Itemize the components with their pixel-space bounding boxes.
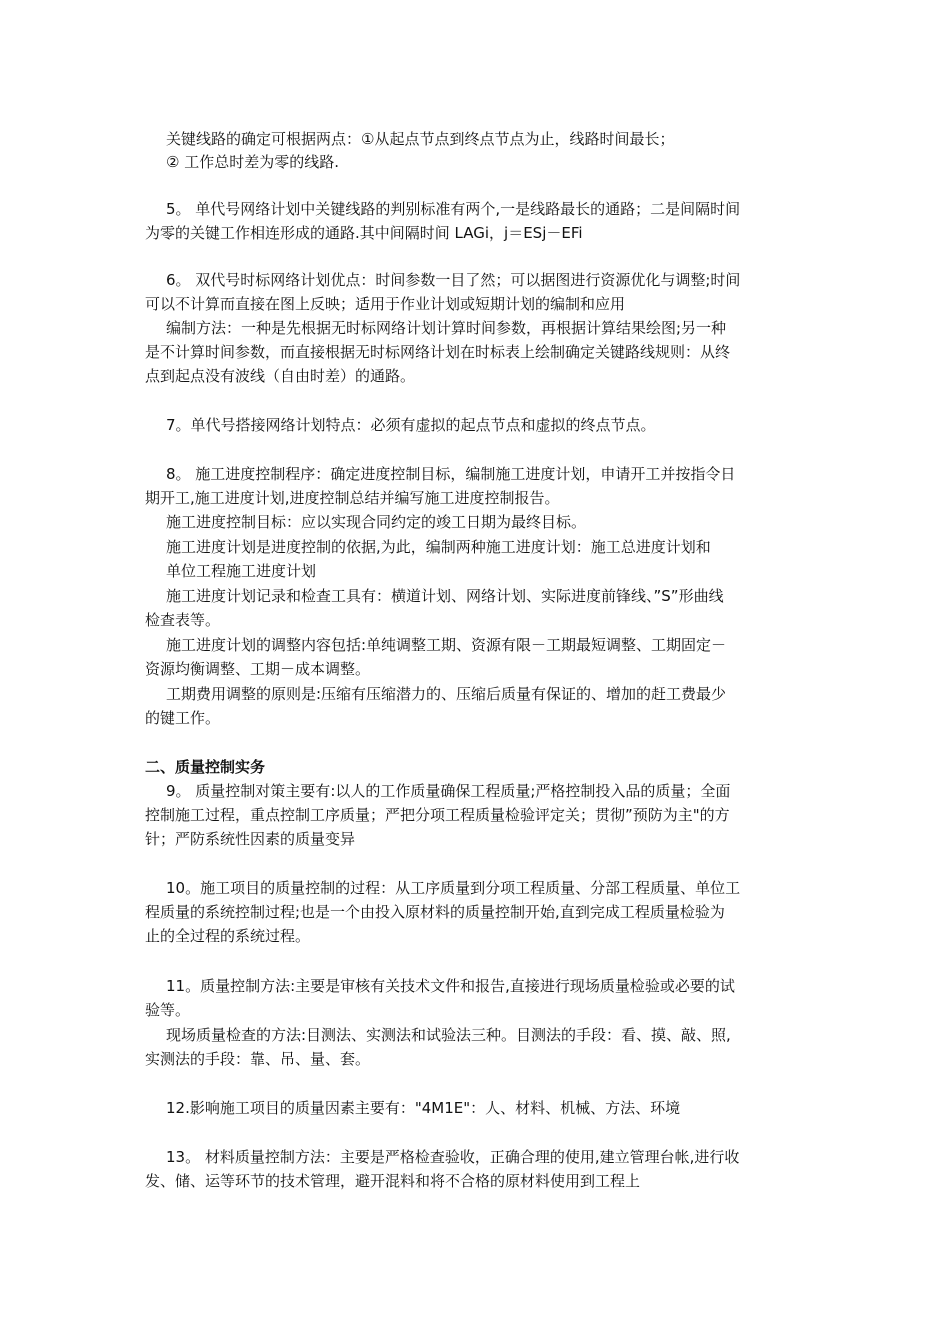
- text-line: 施工进度计划的调整内容包括:单纯调整工期、资源有限－工期最短调整、工期固定－: [166, 636, 727, 654]
- text-line: 可以不计算而直接在图上反映；适用于作业计划或短期计划的编制和应用: [145, 295, 626, 313]
- text-line: 控制施工过程，重点控制工序质量；严把分项工程质量检验评定关；贯彻”预防为主"的方: [145, 806, 730, 824]
- text-line: 10。施工项目的质量控制的过程：从工序质量到分项工程质量、分部工程质量、单位工: [166, 879, 741, 897]
- text-line: 资源均衡调整、工期－成本调整。: [145, 660, 371, 678]
- text-line: 施工进度控制目标：应以实现合同约定的竣工日期为最终目标。: [166, 513, 587, 531]
- text-line: 7。单代号搭接网络计划特点：必须有虚拟的起点节点和虚拟的终点节点。: [166, 416, 656, 434]
- text-line: 期开工,施工进度计划,进度控制总结并编写施工进度控制报告。: [145, 489, 560, 507]
- text-line: 验等。: [145, 1001, 191, 1019]
- text-line: 施工进度计划记录和检查工具有：横道计划、网络计划、实际进度前锋线、”S”形曲线: [166, 587, 724, 605]
- text-line: 8。 施工进度控制程序：确定进度控制目标，编制施工进度计划，申请开工并按指令日: [166, 465, 736, 483]
- text-line: 关键线路的确定可根据两点：①从起点节点到终点节点为止，线路时间最长；: [166, 130, 675, 148]
- text-line: 5。 单代号网络计划中关键线路的判别标准有两个,一是线路最长的通路；二是间隔时间: [166, 200, 741, 218]
- text-line: 单位工程施工进度计划: [166, 562, 317, 580]
- text-line: 的键工作。: [145, 709, 221, 727]
- section-heading: 二、质量控制实务: [145, 758, 266, 776]
- text-line: 是不计算时间参数，而直接根据无时标网络计划在时标表上绘制确定关键路线规则：从终: [145, 343, 731, 361]
- text-line: 针；严防系统性因素的质量变异: [145, 830, 356, 848]
- text-line: ② 工作总时差为零的线路.: [166, 153, 339, 171]
- text-line: 12.影响施工项目的质量因素主要有："4M1E"：人、材料、机械、方法、环境: [166, 1099, 681, 1117]
- text-line: 施工进度计划是进度控制的依据,为此，编制两种施工进度计划：施工总进度计划和: [166, 538, 711, 556]
- text-line: 现场质量检查的方法:目测法、实测法和试验法三种。目测法的手段：看、摸、敲、照,: [166, 1026, 731, 1044]
- text-line: 9。 质量控制对策主要有:以人的工作质量确保工程质量;严格控制投入品的质量；全面: [166, 782, 731, 800]
- text-line: 检查表等。: [145, 611, 221, 629]
- text-line: 6。 双代号时标网络计划优点：时间参数一目了然；可以据图进行资源优化与调整;时间: [166, 271, 741, 289]
- text-line: 发、储、运等环节的技术管理，避开混料和将不合格的原材料使用到工程上: [145, 1172, 641, 1190]
- text-line: 实测法的手段：靠、吊、量、套。: [145, 1050, 371, 1068]
- text-line: 为零的关键工作相连形成的通路.其中间隔时间 LAGi，j＝ESj－EFi: [145, 224, 583, 242]
- text-line: 工期费用调整的原则是:压缩有压缩潜力的、压缩后质量有保证的、增加的赶工费最少: [166, 685, 727, 703]
- text-line: 11。质量控制方法:主要是审核有关技术文件和报告,直接进行现场质量检验或必要的试: [166, 977, 735, 995]
- text-line: 13。 材料质量控制方法：主要是严格检查验收，正确合理的使用,建立管理台帐,进行收: [166, 1148, 740, 1166]
- text-line: 止的全过程的系统过程。: [145, 927, 311, 945]
- text-line: 点到起点没有波线（自由时差）的通路。: [145, 367, 416, 385]
- text-line: 编制方法：一种是先根据无时标网络计划计算时间参数，再根据计算结果绘图;另一种: [166, 319, 727, 337]
- text-line: 程质量的系统控制过程;也是一个由投入原材料的质量控制开始,直到完成工程质量检验为: [145, 903, 725, 921]
